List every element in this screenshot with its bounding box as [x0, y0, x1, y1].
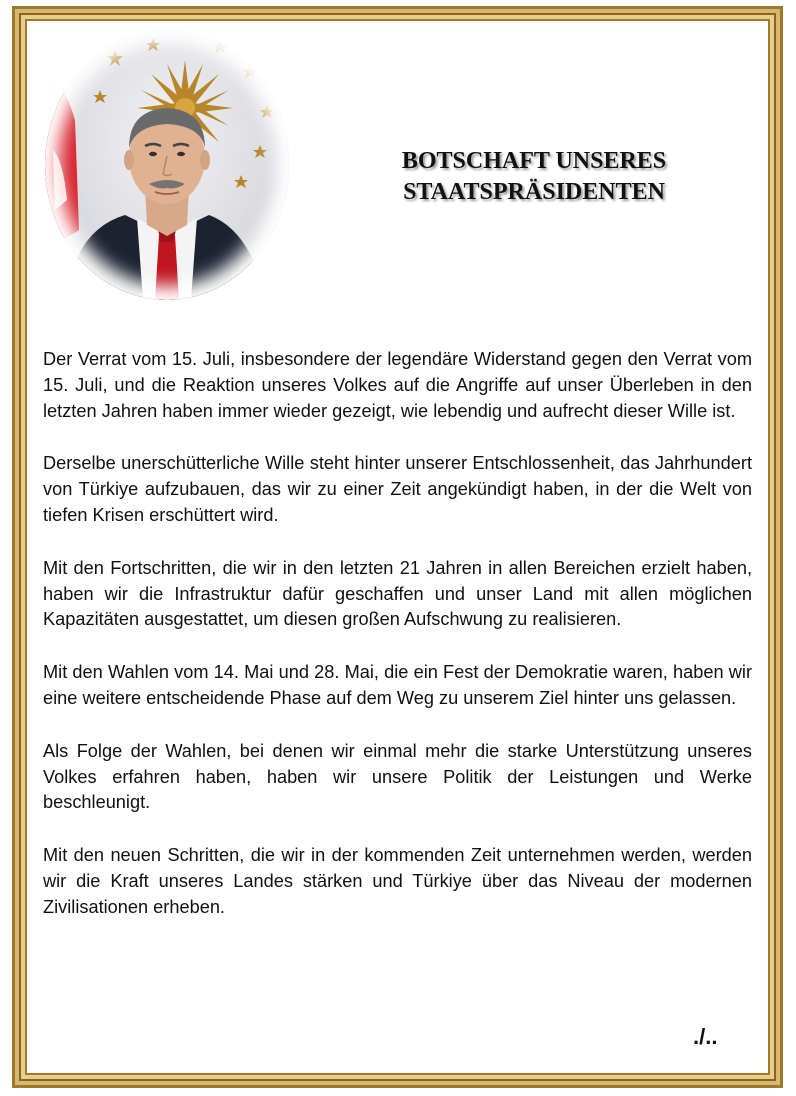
paragraph: Mit den Fortschritten, die wir in den letzten 21 Jahren in allen Bereichen erzielt haben, haben wir die Infrastruktur dafür geschaffen und unser Land mit allen möglichen Kapazitäten ausgestattet, um diesen großen Aufschwung zu realisieren. [43, 557, 752, 630]
president-portrait [45, 30, 289, 300]
paragraph: Mit den Wahlen vom 14. Mai und 28. Mai, die ein Fest der Demokratie waren, haben wir eine weitere entscheidende Phase auf dem Weg zu unserem Ziel hinter uns gelassen. [43, 662, 752, 708]
page-title [340, 146, 728, 208]
title-line-1: BOTSCHAFT UNSERES [401, 148, 667, 174]
paragraph: Derselbe unerschütterliche Wille steht hinter unserer Entschlossenheit, das Jahrhundert von Türkiye aufzubauen, das wir zu einer Zeit angekündigt haben, in der die Welt von tiefen Krisen erschüttert wird. [43, 453, 752, 525]
paragraph: Als Folge der Wahlen, bei denen wir einmal mehr die starke Unterstützung unseres Volkes erfahren haben, haben wir unsere Politik der Leistungen und Werke beschleunigt. [43, 740, 752, 813]
title-line-2: STAATSPRÄSIDENTEN [403, 179, 665, 205]
message-body [43, 347, 752, 948]
paragraph: Der Verrat vom 15. Juli, insbesondere der legendäre Widerstand gegen den Verrat vom 15. Juli, und die Reaktion unseres Volkes auf die Angriffe auf unser Überleben in den letzten Jahren haben immer wieder gezeigt, wie lebendig und aufrecht dieser Wille ist. [43, 349, 752, 421]
paragraph: Mit den neuen Schritten, die wir in der kommenden Zeit unternehmen werden, werden wir die Kraft unseres Landes stärken und Türkiye über das Niveau der modernen Zivilisationen erheben. [43, 845, 752, 917]
page-continuation-mark: ./.. [693, 1024, 718, 1049]
portrait-illustration [45, 30, 289, 300]
tie-icon [155, 235, 179, 300]
